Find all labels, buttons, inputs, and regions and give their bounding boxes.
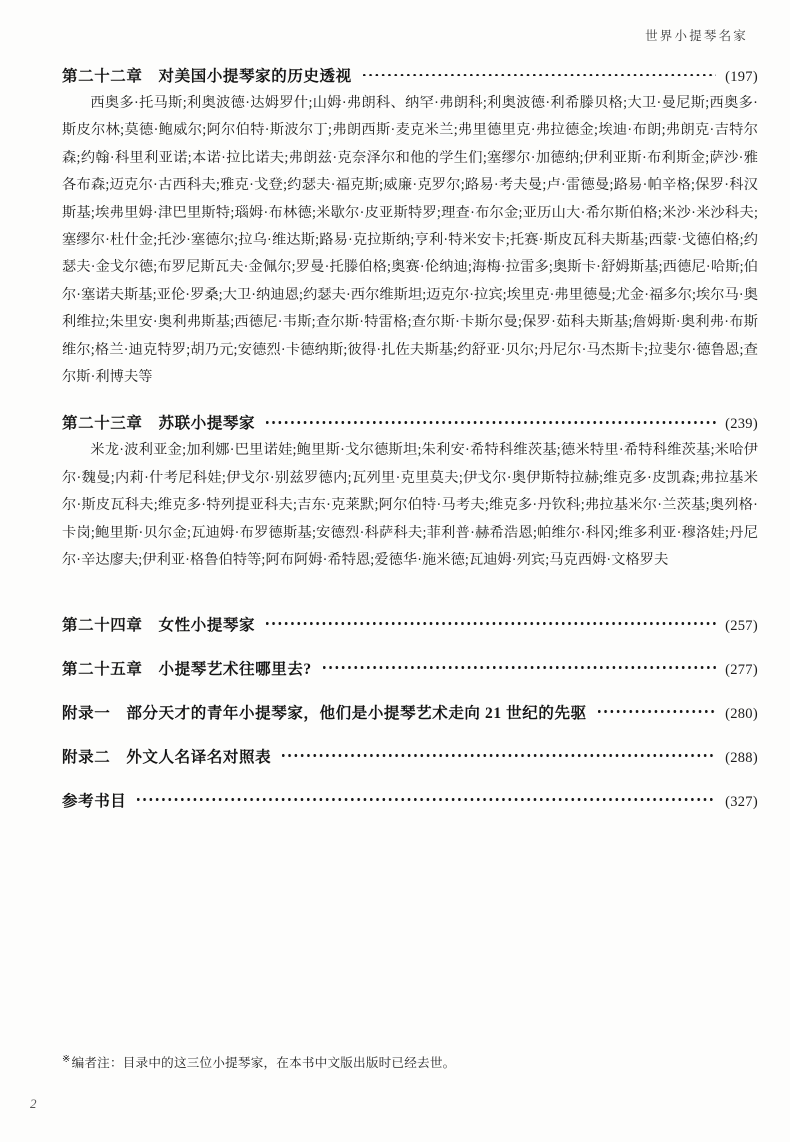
dot-leader bbox=[363, 65, 716, 81]
dot-leader bbox=[266, 412, 716, 428]
toc-entry-names-chapter-22: 西奥多·托马斯;利奥波德·达姆罗什;山姆·弗朗科、纳罕·弗朗科;利奥波德·利希滕贝格;大卫·曼尼斯;西奥多·斯皮尔林;莫德·鲍威尔;阿尔伯特·斯波尔丁;弗朗西斯·麦克米兰;弗里德里克·弗拉德金;埃迪·布朗;弗朗克·吉特尔森;约翰·科里利亚诺;本诺·拉比诺夫;弗朗兹·克奈泽尔和他的学生们;塞缪尔·加德纳;伊利亚斯·布利斯金;萨沙·雅各布森;迈克尔·古西科夫;雅克·戈登;约瑟夫·福克斯;威廉·克罗尔;路易·考夫曼;卢·雷德曼;路易·帕辛格;保罗·科汉斯基;埃弗里姆·津巴里斯特;瑙姆·布林德;米歇尔·皮亚斯特罗;理查·布尔金;亚历山大·希尔斯伯格;米沙·米沙科夫;塞缪尔·杜什金;托沙·塞德尔;拉乌·维达斯;路易·克拉斯纳;亨利·特米安卡;托赛·斯皮瓦科夫斯基;西蒙·戈德伯格;约瑟夫·金戈尔德;布罗尼斯瓦夫·金佩尔;罗曼·托滕伯格;奥赛·伦纳迪;海梅·拉雷多;奥斯卡·舒姆斯基;西德尼·哈斯;伯尔·塞诺夫斯基;亚伦·罗桑;大卫·纳迪恩;约瑟夫·西尔维斯坦;迈克尔·拉宾;埃里克·弗里德曼;尤金·福多尔;埃尔马·奥利维拉;朱里安·奥利弗斯基;西德尼·韦斯;查尔斯·特雷格;查尔斯·卡斯尔曼;保罗·茹科夫斯基;詹姆斯·奥利弗·布斯维尔;格兰·迪克特罗;胡乃元;安德烈·卡德纳斯;彼得·扎佐夫斯基;约舒亚·贝尔;丹尼尔·马杰斯卡;拉斐尔·德鲁恩;查尔斯·利博夫等 bbox=[62, 95, 758, 386]
toc-entry-label: 第二十五章 bbox=[62, 660, 143, 678]
toc-entry-page: (288) bbox=[725, 749, 758, 766]
dot-leader bbox=[137, 790, 716, 806]
toc-entry-label: 参考书目 bbox=[62, 792, 127, 810]
toc-entry-bibliography[interactable] bbox=[62, 789, 758, 811]
footnote-mark-icon: ※ bbox=[62, 1054, 71, 1065]
toc-entry-appendix-2[interactable] bbox=[62, 745, 758, 767]
toc-entry-label: 第二十三章 bbox=[62, 415, 143, 433]
toc-entry-label: 第二十二章 bbox=[62, 68, 143, 85]
toc-entry-chapter-24[interactable] bbox=[62, 613, 758, 635]
toc-entry-title: 部分天才的青年小提琴家，他们是小提琴艺术走向 21 世纪的先驱 bbox=[126, 704, 587, 722]
dot-leader bbox=[282, 746, 716, 762]
toc-entry-title: 外文人名译名对照表 bbox=[126, 748, 272, 766]
toc-entry-appendix-1[interactable] bbox=[62, 701, 758, 723]
dot-leader bbox=[266, 614, 716, 630]
dot-leader bbox=[323, 658, 716, 674]
toc-entry-chapter-25[interactable] bbox=[62, 657, 758, 679]
toc-entry-title: 对美国小提琴家的历史透视 bbox=[158, 68, 352, 85]
page-number: 2 bbox=[30, 1096, 37, 1111]
toc-entry-page: (327) bbox=[725, 793, 758, 810]
toc-entry-page: (277) bbox=[725, 661, 758, 678]
toc-entry-page: (257) bbox=[725, 617, 758, 634]
toc-entry-title: 女性小提琴家 bbox=[158, 616, 256, 634]
toc-list bbox=[62, 64, 758, 813]
toc-entry-title: 小提琴艺术往哪里去? bbox=[158, 660, 312, 678]
toc-entry-page: (239) bbox=[725, 416, 758, 433]
running-head: 世界小提琴名家 bbox=[645, 29, 748, 43]
dot-leader bbox=[598, 702, 716, 718]
spacer bbox=[62, 391, 758, 411]
editor-footnote bbox=[62, 1050, 752, 1073]
toc-entry-chapter-22[interactable] bbox=[62, 64, 758, 86]
toc-entry-names-chapter-23: 米龙·波利亚金;加利娜·巴里诺娃;鲍里斯·戈尔德斯坦;朱利安·希特科维茨基;德米特里·希特科维茨基;米哈伊尔·魏曼;内莉·什考尼科娃;伊戈尔·别兹罗德内;瓦列里·克里莫夫;伊戈尔·奥伊斯特拉赫;维克多·皮凯森;弗拉基米尔·斯皮瓦科夫;维克多·特列提亚科夫;吉东·克莱默;阿尔伯特·马考夫;维克多·丹钦科;弗拉基米尔·兰茨基;奥列格·卡岗;鲍里斯·贝尔金;瓦迪姆·布罗德斯基;安德烈·科萨科夫;菲利普·赫希浩恩;帕维尔·科冈;维多利亚·穆洛娃;丹尼尔·辛达廖夫;伊利亚·格鲁伯特等;阿布阿姆·希特恩;爱德华·施米德;瓦迪姆·列宾;马克西姆·文格罗夫 bbox=[62, 442, 758, 569]
toc-entry-label: 附录二 bbox=[62, 748, 111, 766]
toc-entry-title: 苏联小提琴家 bbox=[158, 415, 256, 433]
toc-entry-chapter-23[interactable] bbox=[62, 411, 758, 433]
toc-entry-label: 第二十四章 bbox=[62, 616, 143, 634]
toc-entry-page: (280) bbox=[725, 705, 758, 722]
toc-entry-label: 附录一 bbox=[62, 704, 111, 722]
toc-entry-page: (197) bbox=[725, 69, 758, 85]
footnote-text: 编者注：目录中的这三位小提琴家，在本书中文版出版时已经去世。 bbox=[71, 1056, 456, 1071]
spacer bbox=[62, 575, 758, 591]
